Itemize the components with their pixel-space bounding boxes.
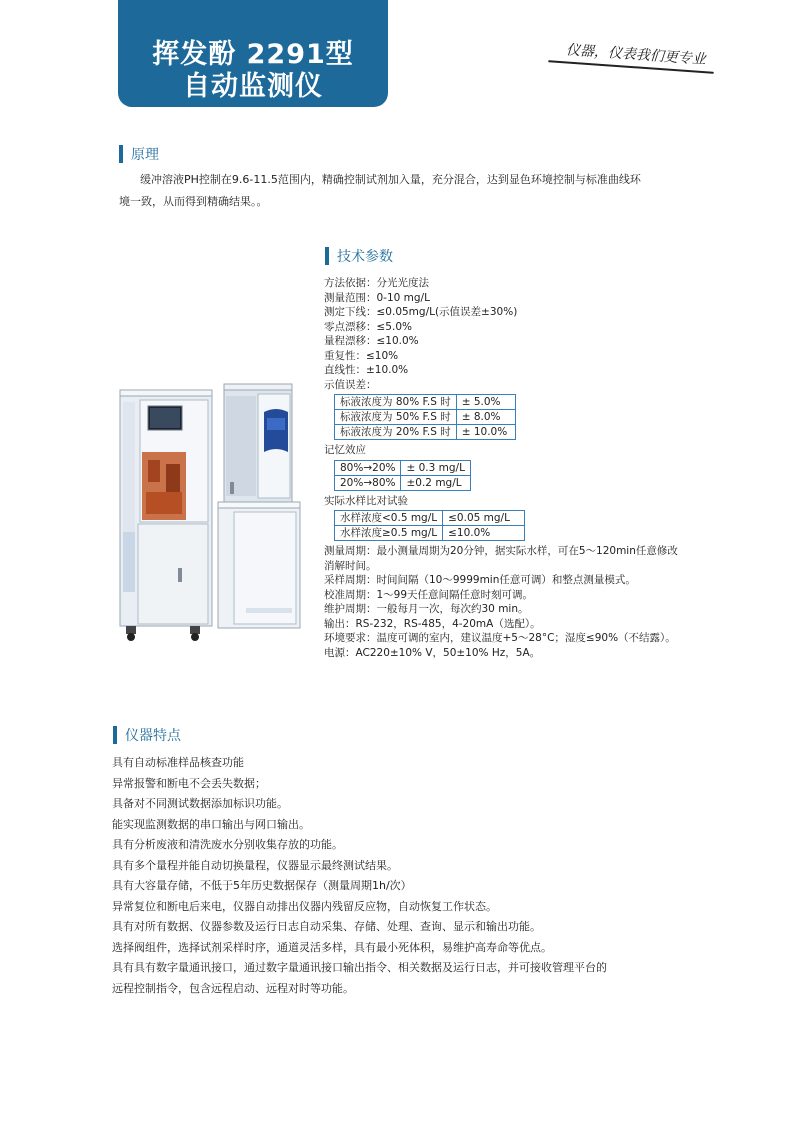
spec-line: 量程漂移：≤10.0% xyxy=(324,335,419,347)
features-list xyxy=(112,753,607,999)
stand-top xyxy=(218,502,300,508)
title-banner xyxy=(118,0,388,107)
slogan: 仪器，仪表我们更专业 xyxy=(565,42,707,68)
caster-wheel xyxy=(191,633,199,641)
feature-item: 选择阀组件，选择试剂采样时序，通道灵活多样，具有最小死体积，易维护高寿命等优点。 xyxy=(112,940,552,954)
spec-line: 维护周期：一般每月一次，每次约30 min。 xyxy=(324,603,529,615)
feature-item: 具备对不同测试数据添加标识功能。 xyxy=(112,797,288,810)
table-cell: ± 10.0% xyxy=(456,425,515,440)
product-title-line2: 自动监测仪 xyxy=(183,71,323,102)
feature-item: 具有自动标准样品核查功能 xyxy=(112,756,244,769)
screen-glass xyxy=(150,408,180,428)
lower-door-handle xyxy=(178,568,182,582)
spec-line: 测定下线：≤0.05mg/L(示值误差±30%) xyxy=(324,306,518,318)
table-row xyxy=(335,511,525,526)
spec-line: 测量周期：最小测量周期为20分钟，据实际水样，可在5～120min任意修改消解时间。 xyxy=(324,545,678,572)
specs-list xyxy=(324,276,694,660)
table-cell: ≤0.05 mg/L xyxy=(443,511,525,526)
spec-line: 方法依据：分光光度法 xyxy=(324,277,429,289)
table-row xyxy=(335,425,516,440)
table-cell: 80%→20% xyxy=(335,460,401,475)
reagent-module xyxy=(146,492,182,514)
feature-item: 具有多个量程并能自动切换量程，仪器显示最终测试结果。 xyxy=(112,858,398,872)
sample-comparison-label: 实际水样比对试验 xyxy=(324,494,408,507)
feature-item: 具有分析废液和清洗废水分别收集存放的功能。 xyxy=(112,838,343,851)
memory-effect-label: 记忆效应 xyxy=(324,444,366,456)
heading-bar xyxy=(113,726,117,744)
feature-item: 具有大容量存储，不低于5年历史数据保存（测量周期1h/次） xyxy=(112,879,412,892)
spec-line: 环境要求：温度可调的室内，建议温度+5～28°C；湿度≤90%（不结露）。 xyxy=(324,632,676,644)
caster-wheel xyxy=(127,633,135,641)
stand-nameplate xyxy=(246,608,292,613)
memory-table xyxy=(334,460,471,491)
caster-wheel xyxy=(126,626,136,634)
table-cell: ± 5.0% xyxy=(456,395,515,410)
small-analyzer-screen xyxy=(267,418,285,430)
heading-bar xyxy=(325,247,329,265)
sample-table xyxy=(334,510,525,541)
spec-line: 输出：RS-232，RS-485，4-20mA（选配）。 xyxy=(324,617,541,630)
reagent-module xyxy=(166,464,180,494)
spec-line: 直线性：±10.0% xyxy=(324,364,409,376)
small-analyzer-side xyxy=(226,396,256,496)
error-table xyxy=(334,394,516,440)
spec-line: 校准周期：1～99天任意间隔任意时刻可调。 xyxy=(324,588,534,601)
table-cell: ±0.2 mg/L xyxy=(401,475,470,490)
feature-item: 能实现监测数据的串口输出与网口输出。 xyxy=(112,817,310,831)
table-row xyxy=(335,395,516,410)
cabinet-top xyxy=(120,390,212,396)
feature-item: 异常报警和断电不会丢失数据； xyxy=(112,776,266,790)
principle-text-line2: 境一致，从而得到精确结果。。 xyxy=(119,195,268,208)
feature-item: 异常复位和断电后来电，仪器自动排出仪器内残留反应物，自动恢复工作状态。 xyxy=(112,899,497,913)
table-cell: 标液浓度为 80% F.S 时 xyxy=(335,395,457,410)
spec-line: 零点漂移：≤5.0% xyxy=(324,320,412,333)
lower-door xyxy=(138,524,208,624)
small-analyzer-panel xyxy=(264,409,288,452)
table-cell: 标液浓度为 20% F.S 时 xyxy=(335,425,457,440)
small-analyzer-top xyxy=(224,384,292,390)
heading-bar xyxy=(119,145,123,163)
feature-item: 具有对所有数据、仪器参数及运行日志自动采集、存储、处理、查询、显示和输出功能。 xyxy=(112,920,541,933)
spec-line: 采样周期：时间间隔（10～9999min任意可调）和整点测量模式。 xyxy=(324,574,636,586)
specs-heading-label: 技术参数 xyxy=(337,249,393,265)
stand-door xyxy=(234,512,296,624)
spec-line: 重复性：≤10% xyxy=(324,349,399,362)
table-cell: ± 8.0% xyxy=(456,410,515,425)
table-cell: 水样浓度<0.5 mg/L xyxy=(335,511,443,526)
reagent-module xyxy=(148,460,160,482)
principle-heading-label: 原理 xyxy=(131,147,159,163)
side-label-strip-lower xyxy=(123,532,135,592)
feature-item: 远程控制指令，包含远程启动、远程对时等功能。 xyxy=(112,981,354,995)
feature-item: 具有具有数字量通讯接口，通过数字量通讯接口输出指令、相关数据及运行日志，并可接收管理平台的 xyxy=(112,961,607,974)
table-row xyxy=(335,475,471,490)
analyzer-illustration xyxy=(118,382,304,644)
caster-wheel xyxy=(190,626,200,634)
features-heading-label: 仪器特点 xyxy=(125,728,181,744)
spec-line: 测量范围：0-10 mg/L xyxy=(324,291,430,304)
table-row xyxy=(335,526,525,541)
spec-line: 示值误差： xyxy=(324,378,377,391)
small-analyzer-handle xyxy=(230,482,234,494)
principle-text-line1: 缓冲溶液PH控制在9.6-11.5范围内，精确控制试剂加入量，充分混合，达到显色环境控制与标准曲线环 xyxy=(140,173,641,186)
table-row xyxy=(335,410,516,425)
table-cell: 水样浓度≥0.5 mg/L xyxy=(335,526,443,541)
product-title-line1: 挥发酚 2291型 xyxy=(152,39,354,70)
table-cell: 20%→80% xyxy=(335,475,401,490)
spec-line: 电源：AC220±10% V，50±10% Hz，5A。 xyxy=(324,646,541,659)
table-cell: ± 0.3 mg/L xyxy=(401,460,470,475)
table-row xyxy=(335,460,471,475)
table-cell: 标液浓度为 50% F.S 时 xyxy=(335,410,457,425)
table-cell: ≤10.0% xyxy=(443,526,525,541)
